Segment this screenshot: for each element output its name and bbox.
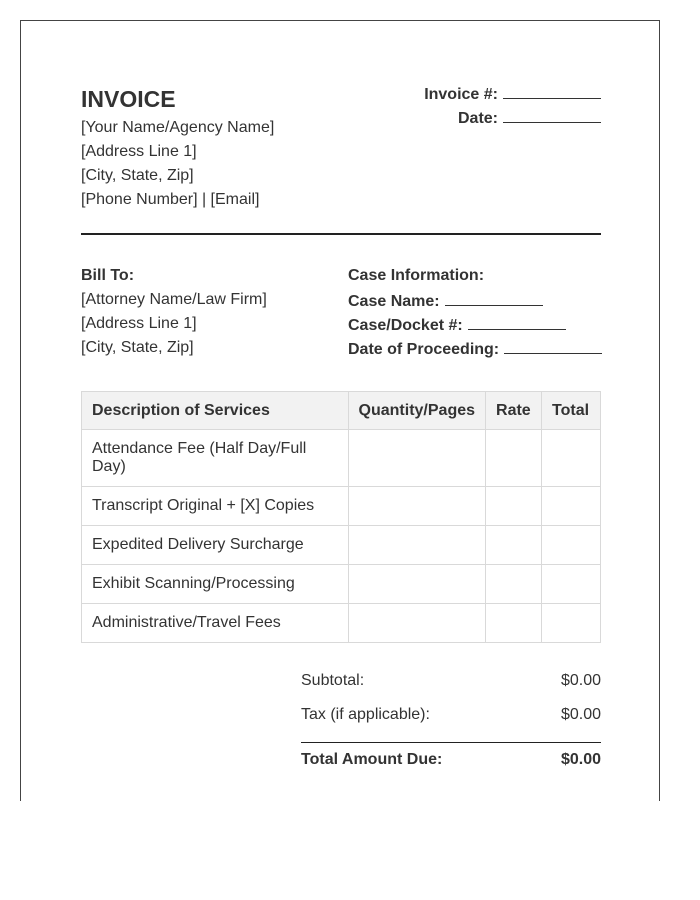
- row-quantity[interactable]: [348, 526, 485, 565]
- row-total[interactable]: [542, 604, 601, 643]
- table-row: [82, 487, 601, 526]
- services-table: [81, 391, 601, 643]
- table-row: [82, 565, 601, 604]
- row-quantity[interactable]: [348, 430, 485, 487]
- bill-to-city: [City, State, Zip]: [81, 339, 194, 356]
- docket-row: [348, 315, 566, 335]
- from-name: [Your Name/Agency Name]: [81, 119, 275, 136]
- row-description: Expedited Delivery Surcharge: [82, 526, 349, 565]
- tax-label: Tax (if applicable):: [301, 706, 430, 723]
- row-total[interactable]: [542, 487, 601, 526]
- invoice-number-row: [424, 84, 601, 104]
- header-rate: Rate: [486, 392, 542, 430]
- table-row: [82, 526, 601, 565]
- case-name-label: Case Name:: [348, 293, 440, 310]
- row-total[interactable]: [542, 526, 601, 565]
- header-total: Total: [542, 392, 601, 430]
- row-description: Transcript Original + [X] Copies: [82, 487, 349, 526]
- date-row: [458, 108, 601, 128]
- case-name-row: [348, 291, 543, 311]
- bill-to-address: [Address Line 1]: [81, 315, 197, 332]
- bill-to-heading: Bill To:: [81, 267, 135, 284]
- table-row: [82, 604, 601, 643]
- invoice-number-label: Invoice #:: [424, 86, 498, 103]
- row-quantity[interactable]: [348, 565, 485, 604]
- row-total[interactable]: [542, 430, 601, 487]
- total-due-value: $0.00: [560, 751, 601, 768]
- invoice-number-blank[interactable]: [503, 84, 601, 99]
- row-total[interactable]: [542, 565, 601, 604]
- docket-label: Case/Docket #:: [348, 317, 463, 334]
- row-rate[interactable]: [486, 565, 542, 604]
- proceeding-date-blank[interactable]: [504, 339, 602, 354]
- proceeding-date-row: [348, 339, 602, 359]
- table-row: [82, 430, 601, 487]
- case-name-blank[interactable]: [445, 291, 543, 306]
- total-due-label: Total Amount Due:: [301, 751, 443, 768]
- header-divider: [81, 233, 601, 235]
- row-rate[interactable]: [486, 430, 542, 487]
- header-description: Description of Services: [82, 392, 349, 430]
- summary-divider: [301, 742, 601, 743]
- proceeding-date-label: Date of Proceeding:: [348, 341, 500, 358]
- table-header-row: [82, 392, 601, 430]
- row-rate[interactable]: [486, 487, 542, 526]
- from-address: [Address Line 1]: [81, 143, 197, 160]
- header-quantity: Quantity/Pages: [348, 392, 485, 430]
- date-label: Date:: [457, 110, 498, 127]
- subtotal-label: Subtotal:: [301, 672, 365, 689]
- row-description: Administrative/Travel Fees: [82, 604, 349, 643]
- row-rate[interactable]: [486, 604, 542, 643]
- case-info-heading: Case Information:: [348, 267, 485, 284]
- invoice-title: INVOICE: [81, 86, 176, 112]
- bill-to-name: [Attorney Name/Law Firm]: [81, 291, 267, 308]
- tax-value: $0.00: [560, 706, 601, 723]
- row-quantity[interactable]: [348, 604, 485, 643]
- row-quantity[interactable]: [348, 487, 485, 526]
- date-blank[interactable]: [503, 108, 601, 123]
- subtotal-value: $0.00: [560, 672, 601, 689]
- from-city: [City, State, Zip]: [81, 167, 194, 184]
- docket-blank[interactable]: [468, 315, 566, 330]
- from-contact: [Phone Number] | [Email]: [81, 191, 260, 208]
- row-description: Attendance Fee (Half Day/Full Day): [82, 430, 349, 487]
- row-description: Exhibit Scanning/Processing: [82, 565, 349, 604]
- row-rate[interactable]: [486, 526, 542, 565]
